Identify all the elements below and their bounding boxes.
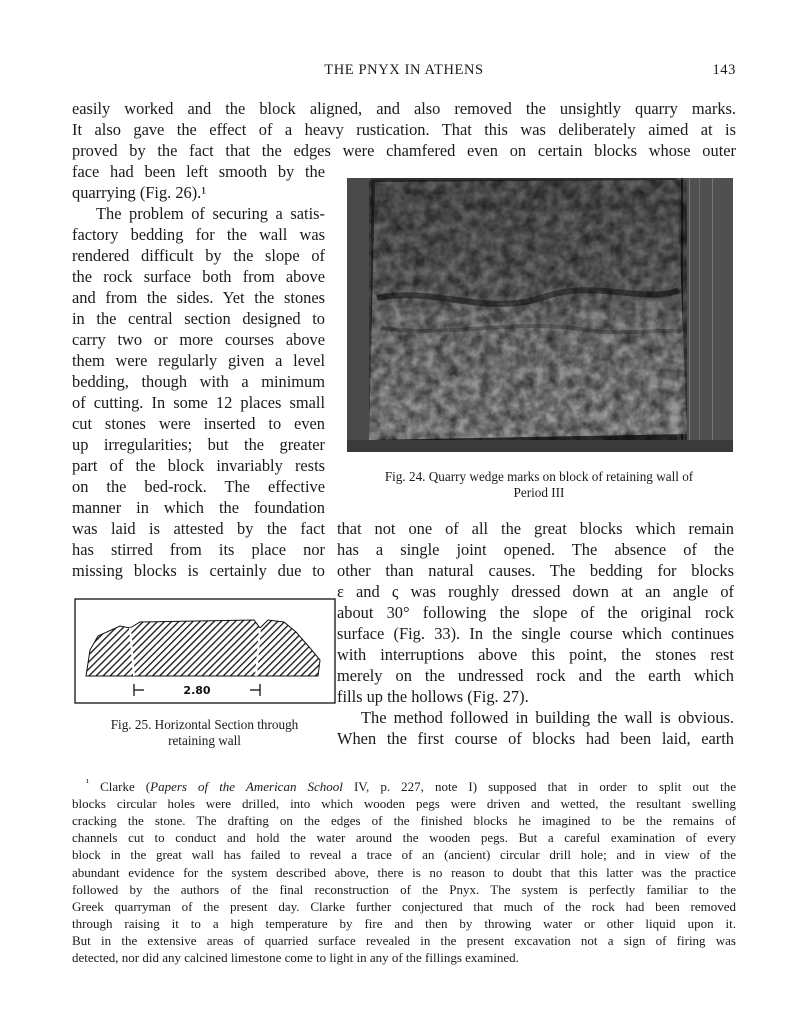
right-column-line: with interruptions above this point, the stones rest	[337, 645, 734, 664]
right-column-line: other than natural causes. The bedding for blocks	[337, 561, 734, 580]
left-column-line: on the bed-rock. The effective	[72, 477, 325, 496]
footnote-text: IV, p. 227, note I) supposed that in order to split out the	[342, 779, 737, 794]
left-column-line: up irregularities; but the greater	[72, 435, 325, 454]
left-column-line: has stirred from its place nor	[72, 540, 325, 559]
left-column-line: of cutting. In some 12 places small	[72, 393, 325, 412]
fig24-photograph	[347, 178, 733, 452]
page-number: 143	[712, 62, 736, 78]
fig25-caption-line: retaining wall	[168, 733, 241, 748]
body-line: proved by the fact that the edges were chamfered even on certain blocks whose outer	[72, 141, 736, 160]
right-column-line: that not one of all the great blocks which remain	[337, 519, 734, 538]
fig24-caption-line: Fig. 24. Quarry wedge marks on block of retaining wall of	[384, 469, 694, 484]
left-column-line: and from the sides. Yet the stones	[72, 288, 325, 307]
left-column-line: in the central section designed to	[72, 309, 325, 328]
footnote-line: detected, nor did any calcined limestone come to light in any of the fillings examined.	[72, 950, 519, 965]
left-column-line: missing blocks is certainly due to	[72, 561, 325, 580]
left-column-line: cut stones were inserted to even	[72, 414, 325, 433]
left-column-line: part of the block invariably rests	[72, 456, 325, 475]
right-column-line: surface (Fig. 33). In the single course which continues	[337, 624, 734, 643]
left-column-line: factory bedding for the wall was	[72, 225, 325, 244]
left-column-line: carry two or more courses above	[72, 330, 325, 349]
left-column-line: was laid is attested by the fact	[72, 519, 325, 538]
footnote-marker: ¹	[86, 777, 89, 789]
footnote-line: But in the extensive areas of quarried surface revealed in the present excavation not a sign of firing was	[72, 933, 736, 948]
fig25-scale-label: 2.80	[183, 684, 211, 697]
journal-title: Papers of the American School	[150, 779, 343, 794]
footnote-line: Greek quarryman of the present day. Clarke further conjectured that much of the rock had been removed	[72, 899, 736, 914]
running-title: THE PNYX IN ATHENS	[324, 62, 484, 78]
right-column-line: about 30° following the slope of the original rock	[337, 603, 734, 622]
footnote-line: cracking the stone. The drafting on the edges of the finished blocks he imagined to be the remains of	[72, 813, 736, 828]
body-line: It also gave the effect of a heavy rustication. That this was deliberately aimed at is	[72, 120, 736, 139]
left-column-line: rendered difficult by the slope of	[72, 246, 325, 265]
running-head	[72, 62, 736, 84]
left-column-line: bedding, though with a minimum	[72, 372, 325, 391]
left-column-line: them were regularly given a level	[72, 351, 325, 370]
fig24-caption-line: Period III	[513, 485, 565, 500]
right-column-line: has a single joint opened. The absence of the	[337, 540, 734, 559]
retaining-wall-section	[74, 598, 336, 704]
left-column-line: face had been left smooth by the	[72, 162, 325, 181]
fig25-section-drawing	[74, 598, 336, 704]
right-column-line: merely on the undressed rock and the earth which	[337, 666, 734, 685]
right-column-line: The method followed in building the wall is obvious.	[361, 708, 734, 727]
footnote-line: channels cut to conduct and hold the water around the wooden pegs. But a careful examination of every	[72, 830, 736, 845]
right-column-line: When the first course of blocks had been laid, earth	[337, 729, 734, 748]
left-column-line: The problem of securing a satis-	[96, 204, 325, 223]
right-column-line: fills up the hollows (Fig. 27).	[337, 687, 529, 706]
footnote-line: abundant evidence for the system described above, there is no reason to doubt that this latter was the practice	[72, 865, 736, 880]
quarry-block-photo	[347, 178, 733, 452]
body-line: easily worked and the block aligned, and also removed the unsightly quarry marks.	[72, 99, 736, 118]
left-column-line: quarrying (Fig. 26).¹	[72, 183, 207, 202]
footnote-line	[72, 778, 736, 795]
right-column-line: ε and ς was roughly dressed down at an angle of	[337, 582, 734, 601]
footnote-line: block in the great wall has failed to reveal a trace of an (ancient) circular drill hole; and in view of the	[72, 847, 736, 862]
left-column-line: manner in which the foundation	[72, 498, 325, 517]
footnote-line: followed by the authors of the final reconstruction of the Pnyx. The system is perfectly familiar to the	[72, 882, 736, 897]
footnote-line: through raising it to a high temperature by fire and then by throwing water or other liquid upon it.	[72, 916, 736, 931]
fig25-caption-line: Fig. 25. Horizontal Section through	[110, 717, 299, 732]
footnote-line: blocks circular holes were drilled, into which wooden pegs were driven and wetted, the resultant swelling	[72, 796, 736, 811]
left-column-line: the rock surface both from above	[72, 267, 325, 286]
footnote-text: Clarke (	[100, 779, 151, 794]
